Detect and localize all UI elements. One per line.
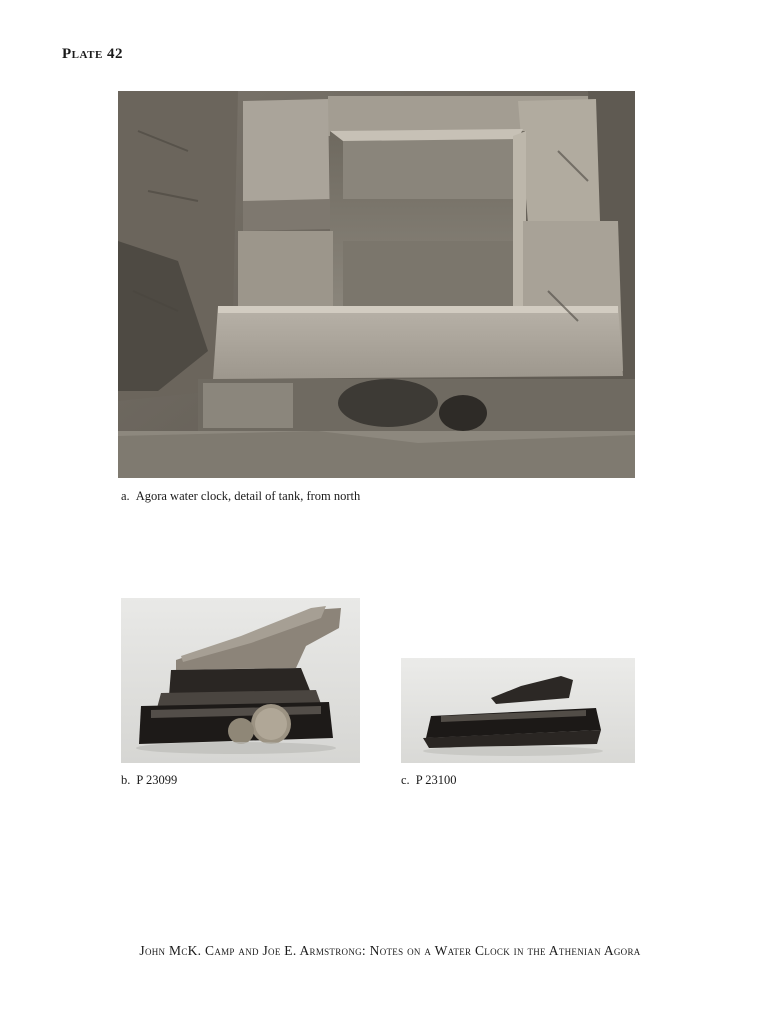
figure-a-text: Agora water clock, detail of tank, from north [135, 489, 361, 503]
figure-b-caption [121, 773, 177, 788]
plate-label: Plate 42 [62, 46, 124, 62]
figure-b-text: P 23099 [136, 773, 178, 787]
figure-a-caption [121, 489, 360, 504]
running-footer-title: John McK. Camp and Joe E. Armstrong: Notes on a Water Clock in the Athenian Agora [139, 943, 641, 958]
pottery-fragment-p23099-image [121, 598, 360, 763]
figure-c-text: P 23100 [415, 773, 457, 787]
figure-c-photo [401, 658, 635, 763]
figure-b-photo [121, 598, 360, 763]
water-clock-tank-image [118, 91, 635, 478]
figure-c-letter: c. [401, 773, 410, 787]
figure-c-caption [401, 773, 457, 788]
figure-a-photo [118, 91, 635, 478]
pottery-fragment-p23100-image [401, 658, 635, 763]
figure-a-letter: a. [121, 489, 130, 503]
figure-b-letter: b. [121, 773, 131, 787]
